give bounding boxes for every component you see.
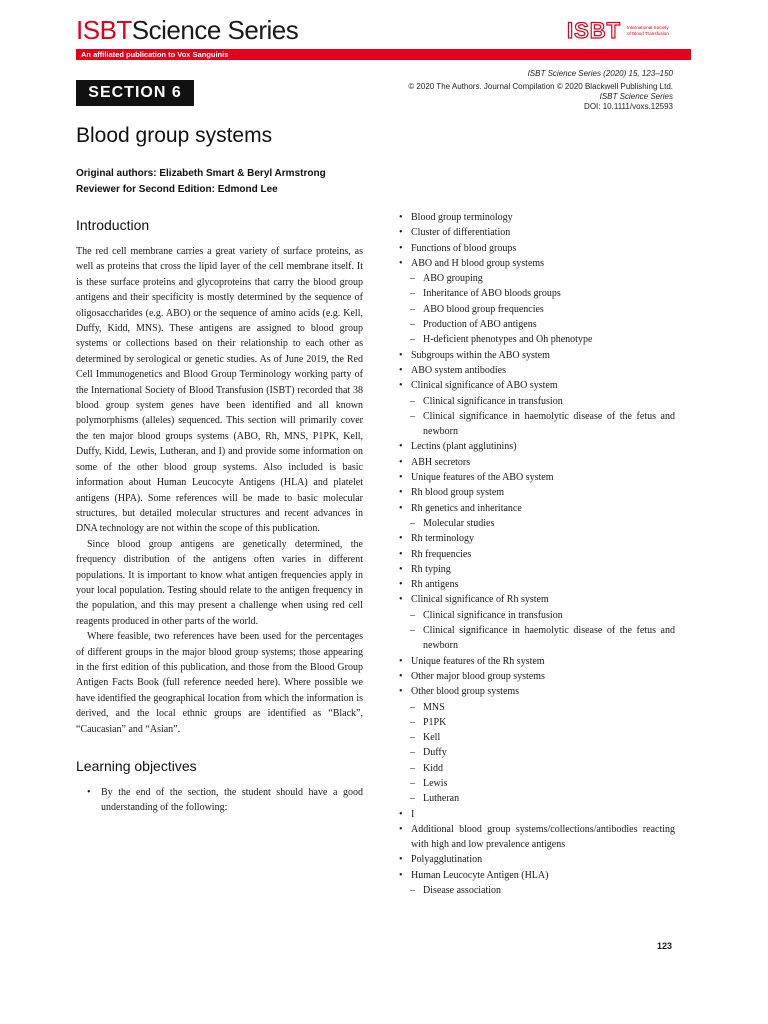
topic-item: • Lectins (plant agglutinins)	[398, 439, 675, 454]
topic-subitem: ‒ Inheritance of ABO bloods groups	[398, 286, 675, 301]
topic-item: • I	[398, 807, 675, 822]
logo-line-2: of Blood Transfusion	[627, 31, 669, 36]
topic-subitem: ‒ H-deficient phenotypes and Oh phenotype	[398, 332, 675, 347]
topic-item: • Polyagglutination	[398, 852, 675, 867]
intro-paragraph: The red cell membrane carries a great variety of surface proteins, as well as proteins that cross the lipid layer of the cell membrane itself. It is these surface proteins and glycoproteins that carry the blood group antigens and their specificity is mostly determined by the sequence of oligosaccharides (e.g. ABO) or the sequence of amino acids (e.g. Kell, Duffy, Kidd, MNS). These antigens are assigned to blood group systems or collections based on their relationship to each other as determined by serological or genetic studies. As of June 2019, the Red Cell Immunogenetics and Blood Group Terminology working party of the International Society of Blood Transfusion (ISBT) recorded that 38 blood group system genes have been identified and all known polymorphisms (alleles) sequenced. This section will primarily cover the ten major blood groups systems (ABO, Rh, MNS, P1PK, Kell, Duffy, Kidd, Lewis, Lutheran, and I) and provide some information on some of the other blood group systems. Also included is basic information about Human Leucocyte Antigens (HLA) and platelet antigens (HPA). Some references will be made to basic molecular structures, but detailed molecular structures and recent advances in DNA technology are not within the scope of this publication.	[76, 246, 363, 535]
topic-subitem: ‒ ABO grouping	[398, 271, 675, 286]
topic-item: • Clinical significance of ABO system	[398, 378, 675, 393]
topic-subitem: ‒ Clinical significance in transfusion	[398, 394, 675, 409]
copyright: © 2020 The Authors. Journal Compilation © 2020 Blackwell Publishing Ltd.	[408, 82, 673, 91]
brand-isbt: ISBT	[76, 15, 132, 45]
topic-item: • Rh frequencies	[398, 547, 675, 562]
topic-item: • Rh antigens	[398, 577, 675, 592]
topic-item: • ABH secretors	[398, 455, 675, 470]
topic-subitem: ‒ Disease association	[398, 883, 675, 898]
left-column	[76, 216, 363, 816]
journal-brand	[76, 14, 298, 46]
topic-item: • Additional blood group systems/collections/antibodies reacting with high and low prevalence antigens	[398, 822, 675, 853]
learning-objectives-heading: Learning objectives	[76, 758, 197, 774]
topic-item: • Other blood group systems	[398, 684, 675, 699]
affiliation-bar	[76, 49, 691, 60]
brand-science-series: Science Series	[131, 15, 299, 45]
topic-subitem: ‒ ABO blood group frequencies	[398, 302, 675, 317]
topic-item: • Rh blood group system	[398, 485, 675, 500]
journal-name: ISBT Science Series	[599, 92, 673, 101]
authors-block	[76, 166, 326, 198]
topic-subitem: ‒ Kidd	[398, 761, 675, 776]
citation: ISBT Science Series (2020) 15, 123–150	[527, 69, 673, 78]
topic-subitem: ‒ Production of ABO antigens	[398, 317, 675, 332]
topic-subitem: ‒ MNS	[398, 700, 675, 715]
topics-list	[398, 210, 675, 898]
topic-item: • Other major blood group systems	[398, 669, 675, 684]
original-authors: Original authors: Elizabeth Smart & Beryl Armstrong	[76, 168, 326, 179]
topic-subitem: ‒ Lutheran	[398, 791, 675, 806]
topic-subitem: ‒ Lewis	[398, 776, 675, 791]
topic-item: • Rh genetics and inheritance	[398, 501, 675, 516]
topic-subitem: ‒ Molecular studies	[398, 516, 675, 531]
section-label: SECTION 6	[88, 84, 182, 101]
intro-paragraph: Where feasible, two references have been used for the percentages of different groups in the major blood group systems; those appearing in the first edition of this publication, and those from the Blood Group Antigen Facts Book (full reference needed here). Where possible we have identified the geographical location from which the information is derived, and the local ethnic groups are identified as “Black”, “Caucasian” and “Asian”.	[76, 631, 363, 735]
topic-item: • Clinical significance of Rh system	[398, 592, 675, 607]
topic-item: • Rh typing	[398, 562, 675, 577]
topic-item: • Rh terminology	[398, 531, 675, 546]
objectives-lead: • By the end of the section, the student should have a good understanding of the following:	[76, 785, 363, 816]
reviewer: Reviewer for Second Edition: Edmond Lee	[76, 184, 278, 195]
topic-item: • Subgroups within the ABO system	[398, 348, 675, 363]
article-title: Blood group systems	[76, 124, 273, 147]
topic-item: • Human Leucocyte Antigen (HLA)	[398, 868, 675, 883]
doi: DOI: 10.1111/voxs.12593	[584, 102, 673, 111]
isbt-logo-mark: ISBT	[567, 18, 622, 43]
topics-ul	[398, 210, 675, 898]
topic-item: • Blood group terminology	[398, 210, 675, 225]
section-label-box	[76, 80, 194, 106]
topic-item: • Unique features of the Rh system	[398, 654, 675, 669]
intro-paragraph: Since blood group antigens are genetically determined, the frequency distribution of the antigens often varies in different populations. It is important to know what antigen frequencies apply in your local population. Testing should relate to the antigen frequency in the population, and this may present a challenge when using red cell reagents produced in other parts of the world.	[76, 538, 363, 627]
topic-subitem: ‒ Clinical significance in transfusion	[398, 608, 675, 623]
topic-subitem: ‒ Kell	[398, 730, 675, 745]
topic-item: • Unique features of the ABO system	[398, 470, 675, 485]
page-number: 123	[656, 941, 672, 951]
topic-subitem: ‒ P1PK	[398, 715, 675, 730]
topic-subitem: ‒ Clinical significance in haemolytic disease of the fetus and newborn	[398, 623, 675, 654]
topic-subitem: ‒ Duffy	[398, 745, 675, 760]
introduction-heading: Introduction	[76, 217, 150, 233]
topic-item: • ABO system antibodies	[398, 363, 675, 378]
topic-item: • Cluster of differentiation	[398, 225, 675, 240]
affiliation-text: An affiliated publication to Vox Sanguinis	[81, 50, 229, 59]
topic-item: • ABO and H blood group systems	[398, 256, 675, 271]
topic-item: • Functions of blood groups	[398, 241, 675, 256]
isbt-logo	[567, 18, 671, 44]
logo-line-1: International Society	[627, 25, 669, 30]
topic-subitem: ‒ Clinical significance in haemolytic disease of the fetus and newborn	[398, 409, 675, 440]
